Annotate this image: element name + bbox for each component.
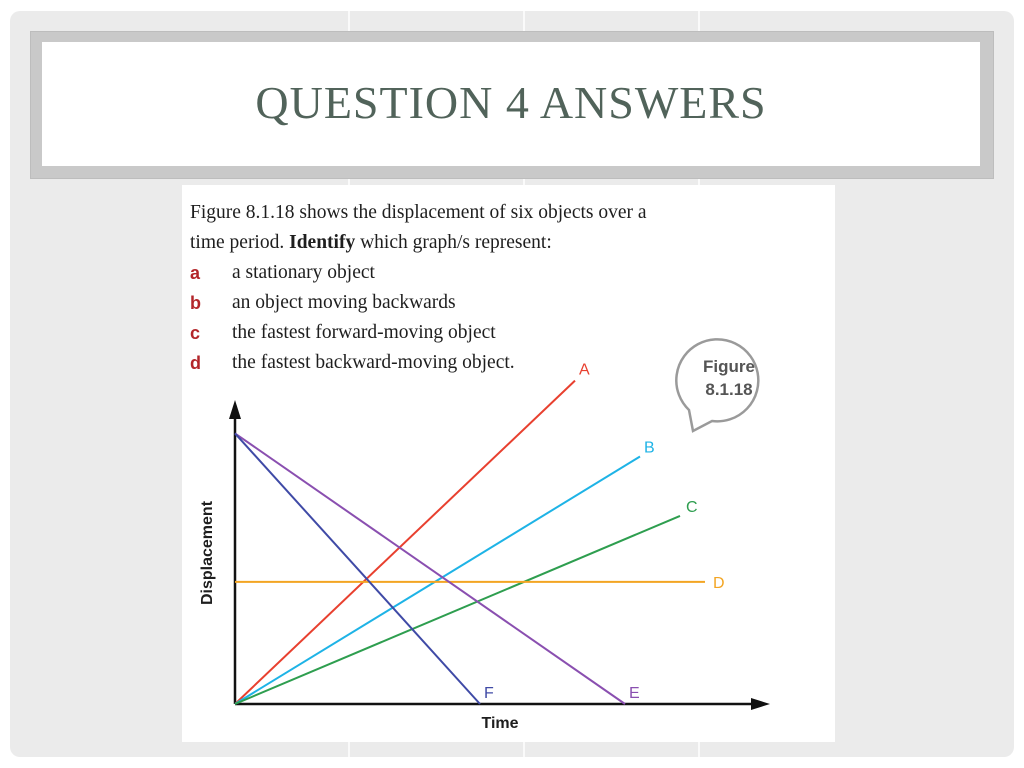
title-box	[42, 42, 980, 166]
question-item-letter: b	[190, 293, 201, 313]
y-axis-arrow-icon	[229, 400, 241, 419]
series-line-e	[235, 433, 625, 704]
x-axis-arrow-icon	[751, 698, 770, 710]
question-item-text: a stationary object	[232, 262, 375, 283]
question-item-letter: c	[190, 323, 201, 343]
figure-badge-line-2: 8.1.18	[705, 380, 753, 399]
series-label-d: D	[713, 574, 725, 592]
question-intro-part3: which graph/s represent:	[355, 232, 552, 253]
figure-badge	[676, 339, 758, 431]
series-line-f	[235, 433, 480, 704]
slide-title: QUESTION 4 ANSWERS	[255, 76, 767, 128]
figure-badge-line-1: Figure	[703, 357, 755, 376]
series-label-e: E	[629, 685, 640, 702]
question-intro-bold: Identify	[289, 232, 356, 253]
series-line-b	[235, 457, 640, 705]
question-item-text: the fastest forward-moving object	[232, 322, 496, 343]
series-label-a: A	[579, 361, 590, 379]
series-line-a	[235, 381, 575, 704]
question-intro-part2: time period.	[190, 232, 290, 253]
y-axis-label: Displacement	[199, 500, 216, 606]
question-item-letter: a	[190, 263, 201, 283]
series-label-b: B	[644, 439, 655, 457]
question-item-text: the fastest backward-moving object.	[232, 352, 515, 373]
x-axis-label: Time	[481, 715, 519, 732]
figure-panel	[182, 185, 835, 742]
question-intro-line-1: Figure 8.1.18 shows the displacement of six objects over a	[190, 202, 647, 223]
series-label-c: C	[686, 498, 698, 516]
series-label-f: F	[484, 685, 494, 702]
question-item-text: an object moving backwards	[232, 292, 456, 313]
question-item-letter: d	[190, 353, 201, 373]
chart-series	[235, 362, 725, 704]
series-line-c	[235, 516, 680, 704]
displacement-time-chart	[182, 185, 835, 742]
